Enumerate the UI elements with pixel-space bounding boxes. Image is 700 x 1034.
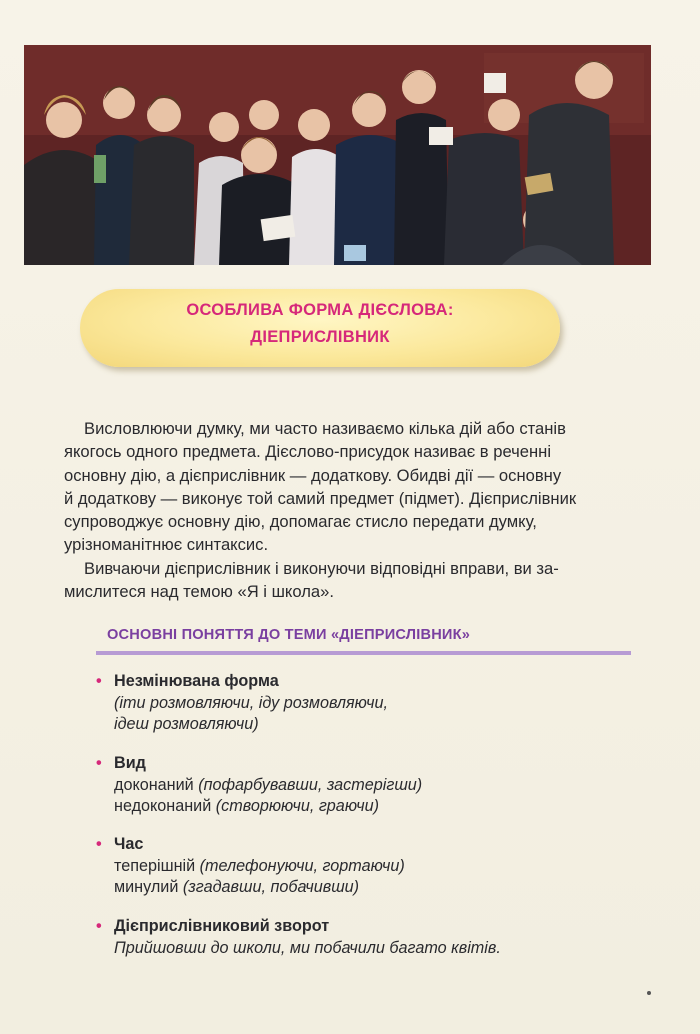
bullet-icon: • (96, 754, 102, 772)
title-line-2: ДІЕПРИСЛІВНИК (250, 328, 390, 346)
section-divider (96, 651, 631, 655)
text-line: основну дію, а дієприслівник — додаткову. Обидві дії — основну (64, 465, 562, 485)
section-heading: ОСНОВНІ ПОНЯТТЯ ДО ТЕМИ «ДІЕПРИСЛІВНИК» (107, 627, 471, 643)
text-line: Висловлюючи думку, ми часто називаємо кілька дій або станів (84, 419, 566, 438)
bullet-icon: • (96, 917, 102, 935)
text-line: Вивчаючи дієприслівник і виконуючи відповідні вправи, ви за- (84, 559, 559, 578)
concept-heading: Час (114, 835, 144, 853)
concept-example: (телефонуючи, гортаючи) (199, 856, 405, 875)
concept-example: (пофарбувавши, застерігши) (198, 775, 423, 794)
text-line: супроводжує основну дію, допомагає стисло передати думку, (64, 512, 537, 532)
concept-example: (створюючи, граючи) (215, 797, 380, 815)
bullet-icon: • (96, 835, 102, 853)
concept-term: доконаний (114, 775, 199, 794)
concept-term: теперішній (114, 856, 200, 875)
intro-paragraph-1 (64, 417, 630, 557)
concept-example: (іти розмовляючи, іду розмовляючи, (114, 693, 388, 712)
concept-example: (згадавши, побачивши) (182, 878, 360, 896)
class-photo-illustration (24, 45, 651, 265)
concept-example: Прийшовши до школи, ми побачили багато квітів. (114, 938, 501, 957)
title-line-1: ОСОБЛИВА ФОРМА ДІЄСЛОВА: (186, 301, 454, 319)
text-line: мислитеся над темою «Я і школа». (64, 582, 334, 602)
intro-paragraph-2 (64, 557, 630, 604)
class-photo (24, 45, 651, 265)
concept-heading: Дієприслівниковий зворот (114, 917, 330, 935)
text-line: урізноманітнює синтаксис. (64, 535, 269, 555)
text-line: й додаткову — виконує той самий предмет (підмет). Дієприслівник (64, 488, 577, 508)
concept-example: ідеш розмовляючи) (114, 715, 259, 733)
text-line: якогось одного предмета. Дієслово-присудок називає в реченні (64, 442, 552, 462)
concept-term: минулий (114, 878, 183, 896)
concept-term: недоконаний (114, 797, 216, 815)
bullet-icon: • (96, 672, 102, 690)
concept-unchangeable-form (96, 671, 388, 736)
page-mark (647, 991, 651, 995)
concept-tense (96, 834, 405, 899)
concept-heading: Незмінювана форма (114, 672, 279, 690)
concept-participial-phrase (96, 916, 501, 959)
concept-heading: Вид (114, 754, 146, 772)
concept-aspect (96, 753, 422, 818)
